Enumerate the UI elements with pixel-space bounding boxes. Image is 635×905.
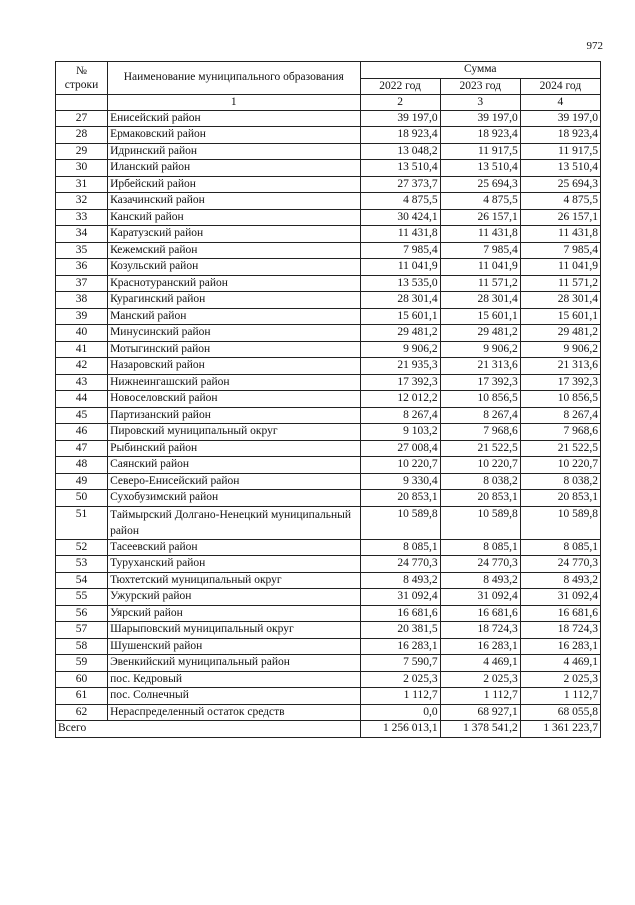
row-number: 36 bbox=[56, 259, 108, 276]
municipality-name: Назаровский район bbox=[108, 358, 360, 375]
table-row bbox=[56, 176, 601, 193]
sum-2023: 16 283,1 bbox=[440, 638, 520, 655]
municipality-name: Кежемский район bbox=[108, 242, 360, 259]
municipality-name: Енисейский район bbox=[108, 110, 360, 127]
sum-2023: 21 522,5 bbox=[440, 440, 520, 457]
row-number: 50 bbox=[56, 490, 108, 507]
sum-2022: 28 301,4 bbox=[360, 292, 440, 309]
table-row bbox=[56, 605, 601, 622]
sum-2022: 16 681,6 bbox=[360, 605, 440, 622]
sum-2022: 15 601,1 bbox=[360, 308, 440, 325]
table-row bbox=[56, 127, 601, 144]
sum-2022: 21 935,3 bbox=[360, 358, 440, 375]
sum-2024: 16 681,6 bbox=[520, 605, 600, 622]
sum-2023: 8 267,4 bbox=[440, 407, 520, 424]
sum-2024: 7 985,4 bbox=[520, 242, 600, 259]
sum-2023: 68 927,1 bbox=[440, 704, 520, 721]
sum-2022: 7 985,4 bbox=[360, 242, 440, 259]
row-number: 45 bbox=[56, 407, 108, 424]
municipality-name: Сухобузимский район bbox=[108, 490, 360, 507]
municipality-name: Пировский муниципальный округ bbox=[108, 424, 360, 441]
sum-2024: 29 481,2 bbox=[520, 325, 600, 342]
page-number: 972 bbox=[586, 40, 603, 52]
municipality-name: Тасеевский район bbox=[108, 539, 360, 556]
sum-2022: 9 330,4 bbox=[360, 473, 440, 490]
row-number: 38 bbox=[56, 292, 108, 309]
sum-2022: 9 906,2 bbox=[360, 341, 440, 358]
row-number-header-symbol: № bbox=[76, 64, 88, 77]
row-number: 56 bbox=[56, 605, 108, 622]
table-row bbox=[56, 325, 601, 342]
row-number-header bbox=[56, 62, 108, 95]
sum-2023: 1 112,7 bbox=[440, 688, 520, 705]
municipality-name: Каратузский район bbox=[108, 226, 360, 243]
table-row bbox=[56, 572, 601, 589]
table-row bbox=[56, 391, 601, 408]
sum-2023: 15 601,1 bbox=[440, 308, 520, 325]
name-header: Наименование муниципального образования bbox=[108, 62, 360, 95]
municipality-name: Нераспределенный остаток средств bbox=[108, 704, 360, 721]
table-row bbox=[56, 704, 601, 721]
sum-2022: 29 481,2 bbox=[360, 325, 440, 342]
sum-2022: 27 373,7 bbox=[360, 176, 440, 193]
municipality-name: Саянский район bbox=[108, 457, 360, 474]
table-row bbox=[56, 539, 601, 556]
table-row bbox=[56, 622, 601, 639]
sum-2024: 18 724,3 bbox=[520, 622, 600, 639]
row-number: 32 bbox=[56, 193, 108, 210]
row-number: 47 bbox=[56, 440, 108, 457]
table-row bbox=[56, 193, 601, 210]
row-number: 40 bbox=[56, 325, 108, 342]
sum-2023: 9 906,2 bbox=[440, 341, 520, 358]
row-number: 41 bbox=[56, 341, 108, 358]
sum-2023: 21 313,6 bbox=[440, 358, 520, 375]
table-row bbox=[56, 688, 601, 705]
sum-2023: 10 589,8 bbox=[440, 506, 520, 539]
table-row bbox=[56, 226, 601, 243]
sum-2024: 9 906,2 bbox=[520, 341, 600, 358]
sum-2022: 18 923,4 bbox=[360, 127, 440, 144]
row-number: 51 bbox=[56, 506, 108, 539]
sum-2023: 13 510,4 bbox=[440, 160, 520, 177]
sum-2022: 0,0 bbox=[360, 704, 440, 721]
row-number: 43 bbox=[56, 374, 108, 391]
row-number: 48 bbox=[56, 457, 108, 474]
column-number-3: 3 bbox=[440, 94, 520, 110]
sum-2024: 15 601,1 bbox=[520, 308, 600, 325]
municipality-name: Курагинский район bbox=[108, 292, 360, 309]
sum-2023: 8 085,1 bbox=[440, 539, 520, 556]
municipality-name: Тюхтетский муниципальный округ bbox=[108, 572, 360, 589]
row-number: 53 bbox=[56, 556, 108, 573]
sum-2024: 8 493,2 bbox=[520, 572, 600, 589]
table-row bbox=[56, 275, 601, 292]
municipality-name: Иланский район bbox=[108, 160, 360, 177]
table-row bbox=[56, 473, 601, 490]
row-number: 35 bbox=[56, 242, 108, 259]
table-row bbox=[56, 638, 601, 655]
row-number: 52 bbox=[56, 539, 108, 556]
sum-2023: 18 923,4 bbox=[440, 127, 520, 144]
row-number: 60 bbox=[56, 671, 108, 688]
municipality-name: Ирбейский район bbox=[108, 176, 360, 193]
sum-2023: 20 853,1 bbox=[440, 490, 520, 507]
sum-2023: 11 571,2 bbox=[440, 275, 520, 292]
municipality-name: Ермаковский район bbox=[108, 127, 360, 144]
table-row bbox=[56, 440, 601, 457]
total-label: Всего bbox=[56, 721, 361, 738]
sum-2023: 18 724,3 bbox=[440, 622, 520, 639]
column-number-2: 2 bbox=[360, 94, 440, 110]
sum-2024: 2 025,3 bbox=[520, 671, 600, 688]
sum-2024: 31 092,4 bbox=[520, 589, 600, 606]
sum-2022: 4 875,5 bbox=[360, 193, 440, 210]
municipality-name: Рыбинский район bbox=[108, 440, 360, 457]
column-number-1: 1 bbox=[108, 94, 360, 110]
sum-2024: 11 571,2 bbox=[520, 275, 600, 292]
total-2024: 1 361 223,7 bbox=[520, 721, 600, 738]
sum-2024: 16 283,1 bbox=[520, 638, 600, 655]
sum-2022: 39 197,0 bbox=[360, 110, 440, 127]
municipality-name: Шушенский район bbox=[108, 638, 360, 655]
sum-2022: 12 012,2 bbox=[360, 391, 440, 408]
row-number: 61 bbox=[56, 688, 108, 705]
sum-2022: 2 025,3 bbox=[360, 671, 440, 688]
sum-2022: 10 589,8 bbox=[360, 506, 440, 539]
row-number: 57 bbox=[56, 622, 108, 639]
table-row bbox=[56, 341, 601, 358]
table-row bbox=[56, 242, 601, 259]
municipality-name: Идринский район bbox=[108, 143, 360, 160]
sum-2023: 8 493,2 bbox=[440, 572, 520, 589]
sum-2023: 25 694,3 bbox=[440, 176, 520, 193]
row-number: 29 bbox=[56, 143, 108, 160]
total-2023: 1 378 541,2 bbox=[440, 721, 520, 738]
table-row bbox=[56, 457, 601, 474]
table-row bbox=[56, 506, 601, 539]
row-number: 42 bbox=[56, 358, 108, 375]
sum-2023: 24 770,3 bbox=[440, 556, 520, 573]
sum-2022: 27 008,4 bbox=[360, 440, 440, 457]
sum-2024: 7 968,6 bbox=[520, 424, 600, 441]
sum-2023: 17 392,3 bbox=[440, 374, 520, 391]
municipality-name: Партизанский район bbox=[108, 407, 360, 424]
sum-2024: 4 469,1 bbox=[520, 655, 600, 672]
row-number: 31 bbox=[56, 176, 108, 193]
sum-2023: 11 431,8 bbox=[440, 226, 520, 243]
sum-2023: 28 301,4 bbox=[440, 292, 520, 309]
sum-2022: 13 510,4 bbox=[360, 160, 440, 177]
municipality-name: Казачинский район bbox=[108, 193, 360, 210]
table-body bbox=[56, 110, 601, 721]
municipality-name: Ужурский район bbox=[108, 589, 360, 606]
sum-2022: 16 283,1 bbox=[360, 638, 440, 655]
sum-2022: 8 493,2 bbox=[360, 572, 440, 589]
municipality-name: Новоселовский район bbox=[108, 391, 360, 408]
table-row bbox=[56, 143, 601, 160]
sum-2022: 8 267,4 bbox=[360, 407, 440, 424]
row-number: 34 bbox=[56, 226, 108, 243]
sum-2023: 7 968,6 bbox=[440, 424, 520, 441]
sum-2022: 11 431,8 bbox=[360, 226, 440, 243]
sum-2022: 20 381,5 bbox=[360, 622, 440, 639]
total-row bbox=[56, 721, 601, 738]
table-row bbox=[56, 490, 601, 507]
row-number: 28 bbox=[56, 127, 108, 144]
year-header-2022: 2022 год bbox=[360, 78, 440, 94]
sum-2023: 16 681,6 bbox=[440, 605, 520, 622]
row-number: 59 bbox=[56, 655, 108, 672]
row-number: 55 bbox=[56, 589, 108, 606]
municipality-name: Канский район bbox=[108, 209, 360, 226]
sum-2024: 24 770,3 bbox=[520, 556, 600, 573]
year-header-2023: 2023 год bbox=[440, 78, 520, 94]
municipality-name: пос. Кедровый bbox=[108, 671, 360, 688]
sum-2024: 17 392,3 bbox=[520, 374, 600, 391]
municipality-name: Мотыгинский район bbox=[108, 341, 360, 358]
sum-2024: 1 112,7 bbox=[520, 688, 600, 705]
table-row bbox=[56, 292, 601, 309]
sum-2024: 18 923,4 bbox=[520, 127, 600, 144]
sum-2024: 4 875,5 bbox=[520, 193, 600, 210]
sum-2023: 2 025,3 bbox=[440, 671, 520, 688]
table-row bbox=[56, 160, 601, 177]
table-row bbox=[56, 407, 601, 424]
column-number-row bbox=[56, 94, 601, 110]
sum-2024: 68 055,8 bbox=[520, 704, 600, 721]
municipality-name: Таймырский Долгано-Ненецкий муниципальный район bbox=[108, 506, 360, 539]
municipality-name: пос. Солнечный bbox=[108, 688, 360, 705]
table-row bbox=[56, 209, 601, 226]
table-row bbox=[56, 424, 601, 441]
sum-2022: 30 424,1 bbox=[360, 209, 440, 226]
sum-2024: 11 041,9 bbox=[520, 259, 600, 276]
row-number: 39 bbox=[56, 308, 108, 325]
sum-2023: 4 875,5 bbox=[440, 193, 520, 210]
row-number: 54 bbox=[56, 572, 108, 589]
row-number: 33 bbox=[56, 209, 108, 226]
sum-2024: 10 220,7 bbox=[520, 457, 600, 474]
sum-2023: 10 856,5 bbox=[440, 391, 520, 408]
row-number: 49 bbox=[56, 473, 108, 490]
sum-2023: 26 157,1 bbox=[440, 209, 520, 226]
table-row bbox=[56, 671, 601, 688]
sum-2022: 20 853,1 bbox=[360, 490, 440, 507]
municipality-name: Минусинский район bbox=[108, 325, 360, 342]
sum-2023: 4 469,1 bbox=[440, 655, 520, 672]
header-row-top bbox=[56, 62, 601, 79]
table-row bbox=[56, 308, 601, 325]
row-number: 62 bbox=[56, 704, 108, 721]
sum-2023: 29 481,2 bbox=[440, 325, 520, 342]
municipality-name: Шарыповский муниципальный округ bbox=[108, 622, 360, 639]
sum-2022: 13 048,2 bbox=[360, 143, 440, 160]
table-row bbox=[56, 589, 601, 606]
sum-2023: 11 041,9 bbox=[440, 259, 520, 276]
sum-2024: 11 431,8 bbox=[520, 226, 600, 243]
sum-2022: 31 092,4 bbox=[360, 589, 440, 606]
municipality-name: Краснотуранский район bbox=[108, 275, 360, 292]
row-number: 37 bbox=[56, 275, 108, 292]
sum-2022: 7 590,7 bbox=[360, 655, 440, 672]
municipality-name: Северо-Енисейский район bbox=[108, 473, 360, 490]
sum-2024: 28 301,4 bbox=[520, 292, 600, 309]
sum-2024: 10 856,5 bbox=[520, 391, 600, 408]
sum-2022: 11 041,9 bbox=[360, 259, 440, 276]
sum-2024: 26 157,1 bbox=[520, 209, 600, 226]
sum-2023: 7 985,4 bbox=[440, 242, 520, 259]
sum-2024: 25 694,3 bbox=[520, 176, 600, 193]
sum-2024: 21 313,6 bbox=[520, 358, 600, 375]
year-header-2024: 2024 год bbox=[520, 78, 600, 94]
sum-2022: 10 220,7 bbox=[360, 457, 440, 474]
sum-2023: 10 220,7 bbox=[440, 457, 520, 474]
row-number: 46 bbox=[56, 424, 108, 441]
municipality-name: Эвенкийский муниципальный район bbox=[108, 655, 360, 672]
sum-2024: 39 197,0 bbox=[520, 110, 600, 127]
municipality-name: Манский район bbox=[108, 308, 360, 325]
row-number: 58 bbox=[56, 638, 108, 655]
table-row bbox=[56, 374, 601, 391]
row-number: 44 bbox=[56, 391, 108, 408]
sum-2022: 9 103,2 bbox=[360, 424, 440, 441]
sum-2023: 39 197,0 bbox=[440, 110, 520, 127]
municipality-name: Нижнеингашский район bbox=[108, 374, 360, 391]
sum-2024: 21 522,5 bbox=[520, 440, 600, 457]
sum-2022: 17 392,3 bbox=[360, 374, 440, 391]
sum-2022: 13 535,0 bbox=[360, 275, 440, 292]
table-row bbox=[56, 556, 601, 573]
column-number-blank bbox=[56, 94, 108, 110]
sum-2023: 31 092,4 bbox=[440, 589, 520, 606]
table-row bbox=[56, 110, 601, 127]
sum-2024: 10 589,8 bbox=[520, 506, 600, 539]
row-number: 30 bbox=[56, 160, 108, 177]
table-row bbox=[56, 259, 601, 276]
sum-header: Сумма bbox=[360, 62, 600, 79]
row-number: 27 bbox=[56, 110, 108, 127]
sum-2022: 8 085,1 bbox=[360, 539, 440, 556]
sum-2023: 8 038,2 bbox=[440, 473, 520, 490]
sum-2024: 8 267,4 bbox=[520, 407, 600, 424]
sum-2024: 11 917,5 bbox=[520, 143, 600, 160]
sum-2024: 13 510,4 bbox=[520, 160, 600, 177]
municipality-name: Туруханский район bbox=[108, 556, 360, 573]
sum-2022: 1 112,7 bbox=[360, 688, 440, 705]
municipality-name: Уярский район bbox=[108, 605, 360, 622]
sum-2024: 8 038,2 bbox=[520, 473, 600, 490]
total-2022: 1 256 013,1 bbox=[360, 721, 440, 738]
sum-2022: 24 770,3 bbox=[360, 556, 440, 573]
budget-table bbox=[55, 61, 601, 738]
sum-2024: 20 853,1 bbox=[520, 490, 600, 507]
table-row bbox=[56, 655, 601, 672]
municipality-name: Козульский район bbox=[108, 259, 360, 276]
column-number-4: 4 bbox=[520, 94, 600, 110]
row-number-header-label: строки bbox=[64, 78, 99, 91]
table-row bbox=[56, 358, 601, 375]
sum-2024: 8 085,1 bbox=[520, 539, 600, 556]
sum-2023: 11 917,5 bbox=[440, 143, 520, 160]
